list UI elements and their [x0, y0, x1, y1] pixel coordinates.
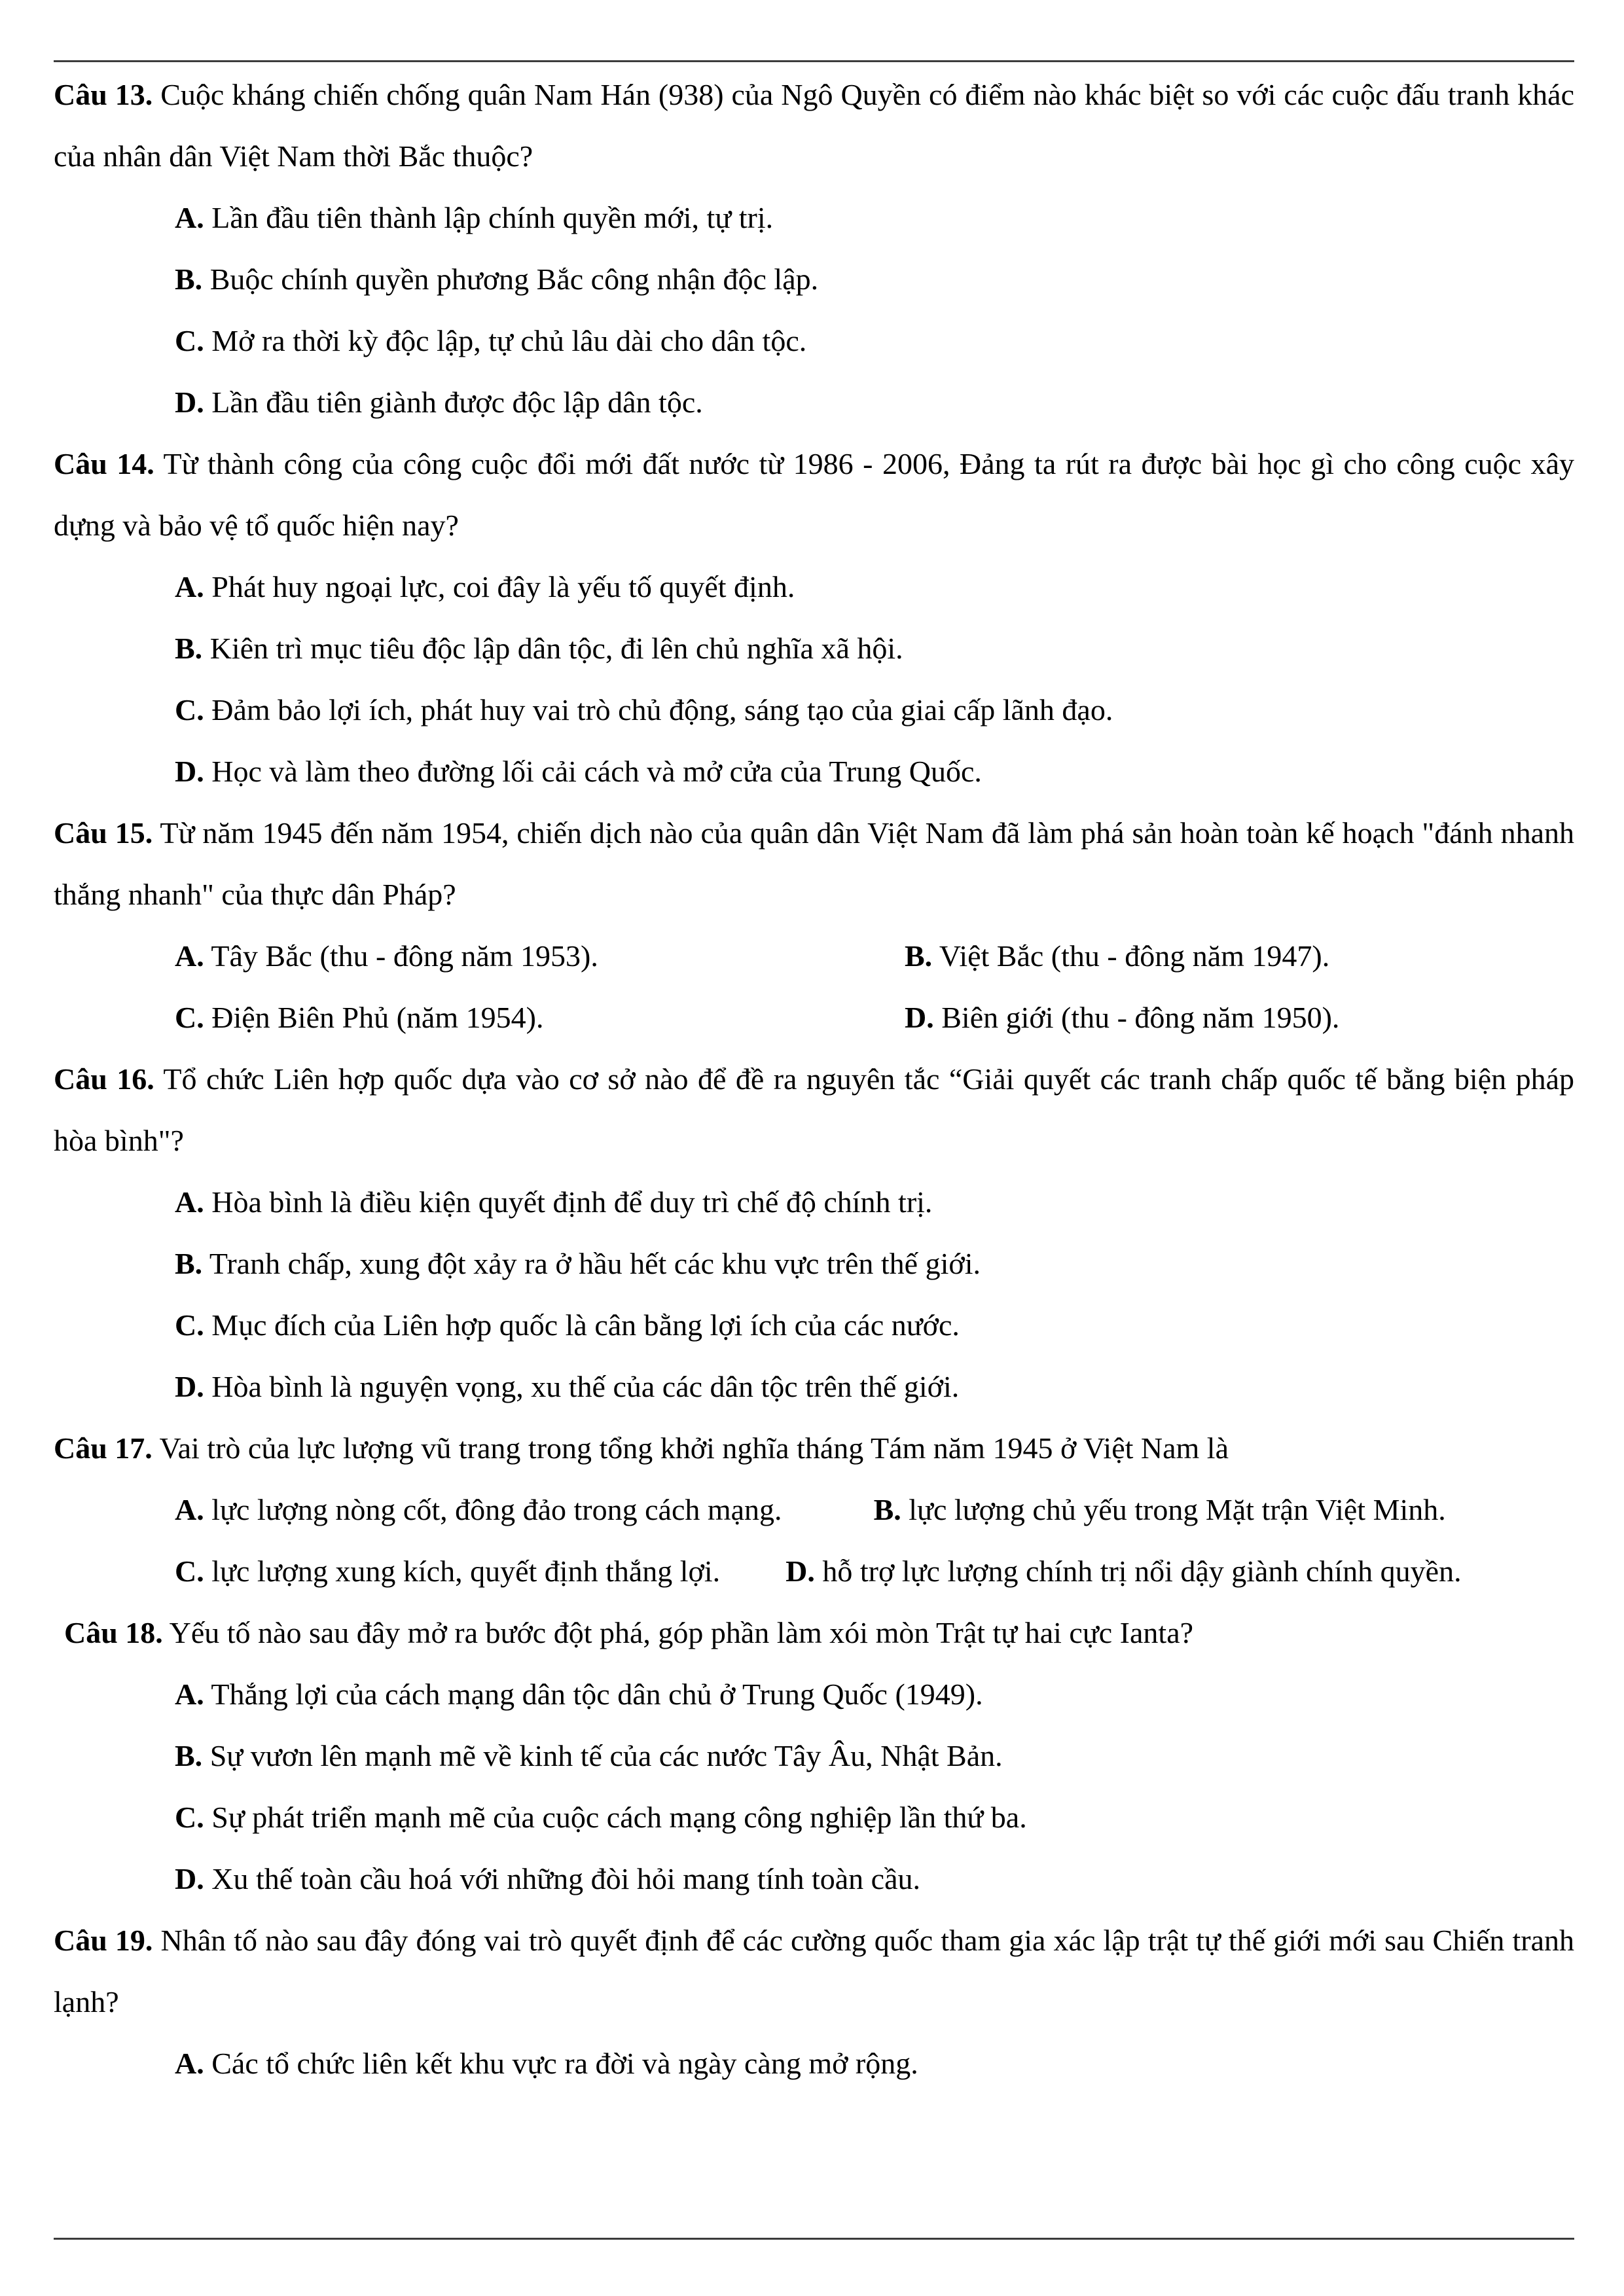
option-text: hỗ trợ lực lượng chính trị nổi dậy giành chính quyền. — [822, 1554, 1462, 1588]
question-number: Câu 17. — [54, 1431, 153, 1465]
option-letter: A. — [175, 939, 204, 973]
question-text: Tổ chức Liên hợp quốc dựa vào cơ sở nào để đề ra nguyên tắc “Giải quyết các tranh chấp quốc tế bằng biện pháp hòa bình"? — [54, 1062, 1574, 1157]
option-text: lực lượng xung kích, quyết định thắng lợi. — [211, 1554, 721, 1588]
question-text: Vai trò của lực lượng vũ trang trong tổng khởi nghĩa tháng Tám năm 1945 ở Việt Nam là — [159, 1431, 1229, 1465]
option-c — [54, 1787, 1574, 1848]
question-text: Yếu tố nào sau đây mở ra bước đột phá, góp phần làm xói mòn Trật tự hai cực Ianta? — [169, 1616, 1194, 1649]
option-d — [54, 372, 1574, 433]
option-text: Hòa bình là điều kiện quyết định để duy trì chế độ chính trị. — [211, 1185, 933, 1219]
option-letter: A. — [175, 1185, 204, 1219]
option-letter: D. — [175, 755, 204, 788]
option-b — [54, 249, 1574, 310]
option-letter: D. — [905, 1001, 934, 1034]
option-b — [54, 618, 1574, 679]
option-text: Sự vươn lên mạnh mẽ về kinh tế của các nước Tây Âu, Nhật Bản. — [209, 1739, 1003, 1772]
option-text: Hòa bình là nguyện vọng, xu thế của các dân tộc trên thế giới. — [211, 1370, 960, 1403]
option-letter: A. — [175, 1677, 204, 1711]
option-text: Lần đầu tiên thành lập chính quyền mới, tự trị. — [211, 201, 774, 234]
question-17 — [54, 1418, 1574, 1602]
question-number: Câu 18. — [64, 1616, 163, 1649]
option-text: Điện Biên Phủ (năm 1954). — [211, 1001, 544, 1034]
option-d — [54, 1356, 1574, 1418]
option-b — [905, 925, 1574, 987]
options-row-ab — [70, 1479, 1574, 1541]
option-letter: D. — [175, 1862, 204, 1895]
option-a — [54, 2033, 1574, 2094]
option-text: lực lượng chủ yếu trong Mặt trận Việt Minh. — [909, 1493, 1446, 1526]
question-19 — [54, 1910, 1574, 2094]
option-letter: D. — [175, 386, 204, 419]
option-letter: B. — [175, 1247, 203, 1280]
option-c — [54, 310, 1574, 372]
option-letter: B. — [175, 262, 203, 296]
option-text: Các tổ chức liên kết khu vực ra đời và ngày càng mở rộng. — [211, 2047, 918, 2080]
option-letter: D. — [175, 1370, 204, 1403]
option-text: lực lượng nòng cốt, đông đảo trong cách mạng. — [211, 1493, 782, 1526]
exam-page-content — [54, 64, 1574, 2094]
option-letter: B. — [905, 939, 933, 973]
option-letter: A. — [175, 2047, 204, 2080]
option-letter: C. — [175, 693, 204, 726]
question-16 — [54, 1049, 1574, 1418]
option-a — [54, 1664, 1574, 1725]
option-b — [54, 1725, 1574, 1787]
question-text-line — [54, 1602, 1574, 1664]
question-18 — [54, 1602, 1574, 1910]
question-number: Câu 16. — [54, 1062, 154, 1096]
question-number: Câu 15. — [54, 816, 153, 850]
option-text: Phát huy ngoại lực, coi đây là yếu tố quyết định. — [211, 570, 795, 603]
option-b — [54, 1233, 1574, 1295]
option-text: Xu thế toàn cầu hoá với những đòi hỏi mang tính toàn cầu. — [211, 1862, 920, 1895]
option-text: Biên giới (thu - đông năm 1950). — [941, 1001, 1340, 1034]
option-letter: D. — [785, 1554, 815, 1588]
option-letter: A. — [175, 201, 204, 234]
option-text: Mục đích của Liên hợp quốc là cân bằng lợi ích của các nước. — [211, 1308, 960, 1342]
option-text: Việt Bắc (thu - đông năm 1947). — [939, 939, 1330, 973]
question-text-line — [54, 1910, 1574, 2033]
option-letter: A. — [175, 570, 204, 603]
option-a — [54, 187, 1574, 249]
question-15 — [54, 802, 1574, 1049]
option-text: Buộc chính quyền phương Bắc công nhận độc lập. — [209, 262, 819, 296]
option-text: Học và làm theo đường lối cải cách và mở cửa của Trung Quốc. — [211, 755, 982, 788]
option-letter: A. — [175, 1493, 204, 1526]
bottom-divider — [54, 2238, 1574, 2240]
option-text: Thắng lợi của cách mạng dân tộc dân chủ ở Trung Quốc (1949). — [211, 1677, 983, 1711]
option-d — [54, 741, 1574, 802]
option-a — [54, 556, 1574, 618]
question-text-line — [54, 64, 1574, 187]
option-d — [54, 1848, 1574, 1910]
option-text: Tranh chấp, xung đột xảy ra ở hầu hết các khu vực trên thế giới. — [209, 1247, 981, 1280]
question-text: Nhân tố nào sau đây đóng vai trò quyết định để các cường quốc tham gia xác lập trật tự thế giới mới sau Chiến tranh lạnh? — [54, 1924, 1575, 2018]
option-d — [905, 987, 1574, 1049]
option-text: Tây Bắc (thu - đông năm 1953). — [211, 939, 598, 973]
options-row-cd — [54, 1541, 1574, 1602]
question-text-line — [54, 433, 1574, 556]
question-number: Câu 13. — [54, 78, 153, 111]
top-divider — [54, 60, 1574, 62]
option-text: Lần đầu tiên giành được độc lập dân tộc. — [211, 386, 703, 419]
question-text: Cuộc kháng chiến chống quân Nam Hán (938) của Ngô Quyền có điểm nào khác biệt so với các cuộc đấu tranh khác của nhân dân Việt Nam thời Bắc thuộc? — [54, 78, 1574, 173]
question-text-line — [54, 1418, 1574, 1479]
option-letter: C. — [175, 1801, 204, 1834]
option-letter: C. — [175, 1001, 204, 1034]
option-text: Mở ra thời kỳ độc lập, tự chủ lâu dài cho dân tộc. — [211, 324, 807, 357]
option-text: Kiên trì mục tiêu độc lập dân tộc, đi lên chủ nghĩa xã hội. — [209, 632, 903, 665]
question-text-line — [54, 802, 1574, 925]
question-13 — [54, 64, 1574, 433]
options-grid — [54, 925, 1574, 1049]
option-c — [54, 679, 1574, 741]
option-a — [175, 925, 905, 987]
option-letter: B. — [873, 1493, 901, 1526]
question-number: Câu 19. — [54, 1924, 153, 1957]
option-text: Sự phát triển mạnh mẽ của cuộc cách mạng công nghiệp lần thứ ba. — [211, 1801, 1027, 1834]
option-a — [54, 1172, 1574, 1233]
question-number: Câu 14. — [54, 447, 154, 480]
option-letter: B. — [175, 632, 203, 665]
question-text-line — [54, 1049, 1574, 1172]
option-c — [54, 1295, 1574, 1356]
option-letter: C. — [175, 1554, 204, 1588]
option-c — [175, 987, 905, 1049]
option-letter: B. — [175, 1739, 203, 1772]
question-text: Từ năm 1945 đến năm 1954, chiến dịch nào của quân dân Việt Nam đã làm phá sản hoàn toàn kế hoạch "đánh nhanh thắng nhanh" của thực dân Pháp? — [54, 816, 1574, 911]
option-letter: C. — [175, 324, 204, 357]
option-letter: C. — [175, 1308, 204, 1342]
question-text: Từ thành công của công cuộc đổi mới đất nước từ 1986 - 2006, Đảng ta rút ra được bài học gì cho công cuộc xây dựng và bảo vệ tổ quốc hiện nay? — [54, 447, 1574, 542]
option-text: Đảm bảo lợi ích, phát huy vai trò chủ động, sáng tạo của giai cấp lãnh đạo. — [211, 693, 1113, 726]
question-14 — [54, 433, 1574, 802]
